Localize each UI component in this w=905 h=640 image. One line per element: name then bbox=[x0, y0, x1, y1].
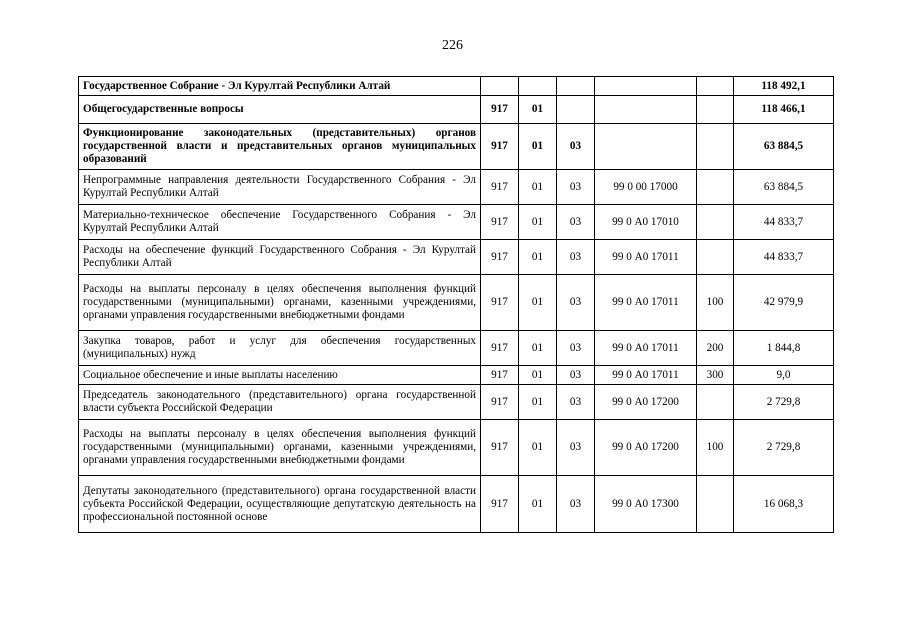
cell-ved: 917 bbox=[481, 275, 519, 331]
cell-name: Расходы на обеспечение функций Государственного Собрания - Эл Курултай Республики Алтай bbox=[79, 240, 481, 275]
cell-expense-type bbox=[697, 476, 734, 533]
cell-ved: 917 bbox=[481, 124, 519, 170]
cell-name: Председатель законодательного (представительного) органа государственной власти субъекта Российской Федерации bbox=[79, 385, 481, 420]
cell-section: 01 bbox=[519, 366, 557, 385]
cell-section: 01 bbox=[519, 420, 557, 476]
cell-target-article: 99 0 А0 17011 bbox=[595, 275, 697, 331]
cell-name: Непрограммные направления деятельности Государственного Собрания - Эл Курултай Республики Алтай bbox=[79, 170, 481, 205]
cell-subsection: 03 bbox=[557, 205, 595, 240]
cell-subsection: 03 bbox=[557, 124, 595, 170]
cell-subsection bbox=[557, 96, 595, 124]
cell-name: Депутаты законодательного (представительного) органа государственной власти субъекта Российской Федерации, осуществляющие депутатскую деятельность на профессиональной постоянной основе bbox=[79, 476, 481, 533]
table-row bbox=[79, 96, 834, 124]
table-row bbox=[79, 275, 834, 331]
table-row bbox=[79, 331, 834, 366]
table-row bbox=[79, 124, 834, 170]
cell-expense-type: 100 bbox=[697, 275, 734, 331]
cell-expense-type: 100 bbox=[697, 420, 734, 476]
cell-expense-type bbox=[697, 124, 734, 170]
table-row bbox=[79, 476, 834, 533]
cell-amount: 118 492,1 bbox=[734, 77, 834, 96]
budget-table bbox=[78, 76, 834, 533]
cell-subsection: 03 bbox=[557, 170, 595, 205]
cell-amount: 16 068,3 bbox=[734, 476, 834, 533]
cell-ved: 917 bbox=[481, 476, 519, 533]
cell-subsection: 03 bbox=[557, 275, 595, 331]
cell-name: Социальное обеспечение и иные выплаты населению bbox=[79, 366, 481, 385]
cell-target-article bbox=[595, 96, 697, 124]
cell-target-article: 99 0 А0 17200 bbox=[595, 385, 697, 420]
cell-target-article: 99 0 А0 17010 bbox=[595, 205, 697, 240]
cell-expense-type bbox=[697, 385, 734, 420]
cell-name: Материально-техническое обеспечение Государственного Собрания - Эл Курултай Республики Алтай bbox=[79, 205, 481, 240]
cell-amount: 44 833,7 bbox=[734, 240, 834, 275]
cell-subsection: 03 bbox=[557, 385, 595, 420]
cell-target-article bbox=[595, 77, 697, 96]
cell-ved: 917 bbox=[481, 420, 519, 476]
cell-amount: 9,0 bbox=[734, 366, 834, 385]
cell-amount: 2 729,8 bbox=[734, 385, 834, 420]
cell-amount: 63 884,5 bbox=[734, 170, 834, 205]
cell-target-article: 99 0 А0 17011 bbox=[595, 331, 697, 366]
cell-target-article bbox=[595, 124, 697, 170]
table-row bbox=[79, 240, 834, 275]
table-row bbox=[79, 366, 834, 385]
cell-ved bbox=[481, 77, 519, 96]
cell-name: Государственное Собрание - Эл Курултай Республики Алтай bbox=[79, 77, 481, 96]
cell-section: 01 bbox=[519, 170, 557, 205]
cell-expense-type: 200 bbox=[697, 331, 734, 366]
cell-section: 01 bbox=[519, 331, 557, 366]
cell-ved: 917 bbox=[481, 96, 519, 124]
cell-name: Общегосударственные вопросы bbox=[79, 96, 481, 124]
cell-ved: 917 bbox=[481, 240, 519, 275]
cell-amount: 63 884,5 bbox=[734, 124, 834, 170]
table-row bbox=[79, 77, 834, 96]
cell-section bbox=[519, 77, 557, 96]
cell-amount: 1 844,8 bbox=[734, 331, 834, 366]
cell-subsection: 03 bbox=[557, 240, 595, 275]
cell-ved: 917 bbox=[481, 170, 519, 205]
cell-subsection: 03 bbox=[557, 366, 595, 385]
cell-ved: 917 bbox=[481, 205, 519, 240]
cell-section: 01 bbox=[519, 275, 557, 331]
cell-expense-type bbox=[697, 77, 734, 96]
cell-subsection: 03 bbox=[557, 476, 595, 533]
cell-section: 01 bbox=[519, 205, 557, 240]
cell-target-article: 99 0 00 17000 bbox=[595, 170, 697, 205]
cell-subsection: 03 bbox=[557, 331, 595, 366]
cell-expense-type bbox=[697, 170, 734, 205]
cell-expense-type: 300 bbox=[697, 366, 734, 385]
cell-amount: 42 979,9 bbox=[734, 275, 834, 331]
cell-section: 01 bbox=[519, 476, 557, 533]
cell-section: 01 bbox=[519, 96, 557, 124]
page-number: 226 bbox=[442, 38, 463, 53]
cell-subsection bbox=[557, 77, 595, 96]
cell-expense-type bbox=[697, 96, 734, 124]
cell-section: 01 bbox=[519, 124, 557, 170]
table-row bbox=[79, 420, 834, 476]
cell-amount: 118 466,1 bbox=[734, 96, 834, 124]
cell-ved: 917 bbox=[481, 385, 519, 420]
cell-name: Расходы на выплаты персоналу в целях обеспечения выполнения функций государственными (муниципальными) органами, казенными учреждениями, органами управления государственными внебюджетными фондами bbox=[79, 420, 481, 476]
cell-amount: 2 729,8 bbox=[734, 420, 834, 476]
cell-target-article: 99 0 А0 17011 bbox=[595, 366, 697, 385]
cell-subsection: 03 bbox=[557, 420, 595, 476]
table-row bbox=[79, 170, 834, 205]
cell-name: Расходы на выплаты персоналу в целях обеспечения выполнения функций государственными (муниципальными) органами, казенными учреждениями, органами управления государственными внебюджетными фондами bbox=[79, 275, 481, 331]
table-row bbox=[79, 205, 834, 240]
cell-section: 01 bbox=[519, 385, 557, 420]
cell-ved: 917 bbox=[481, 366, 519, 385]
cell-expense-type bbox=[697, 205, 734, 240]
cell-name: Функционирование законодательных (представительных) органов государственной власти и представительных органов муниципальных образований bbox=[79, 124, 481, 170]
cell-name: Закупка товаров, работ и услуг для обеспечения государственных (муниципальных) нужд bbox=[79, 331, 481, 366]
cell-target-article: 99 0 А0 17200 bbox=[595, 420, 697, 476]
table-row bbox=[79, 385, 834, 420]
cell-ved: 917 bbox=[481, 331, 519, 366]
cell-target-article: 99 0 А0 17300 bbox=[595, 476, 697, 533]
cell-amount: 44 833,7 bbox=[734, 205, 834, 240]
cell-target-article: 99 0 А0 17011 bbox=[595, 240, 697, 275]
cell-section: 01 bbox=[519, 240, 557, 275]
cell-expense-type bbox=[697, 240, 734, 275]
